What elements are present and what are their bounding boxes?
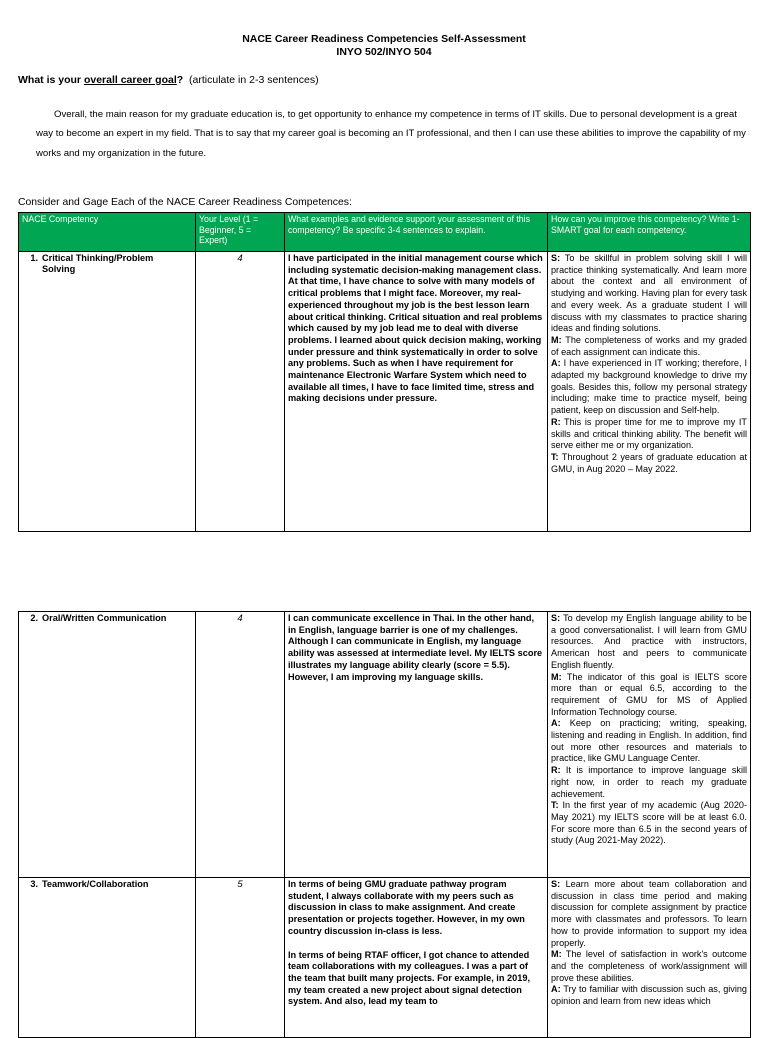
evidence-paragraph: In terms of being GMU graduate pathway program student, I always collaborate with my peers such as discussion in class to make assignment. And create presentation or projects together. However, in my own country discussion in-class is less. [288, 879, 525, 936]
table-row [19, 878, 751, 1038]
consider-instruction: Consider and Gage Each of the NACE Career Readiness Competences: [18, 197, 352, 208]
smart-t: T: Throughout 2 years of graduate education at GMU, in Aug 2020 – May 2022. [551, 451, 747, 474]
competency-name: Teamwork/Collaboration [42, 879, 149, 889]
career-goal-answer: Overall, the main reason for my graduate education is, to get opportunity to enhance my competence in terms of IT skills. Due to personal development is a great way to become an expert in my field. That is to say that my career goal is becoming an IT professional, and then I can use these abilities to improve the capability of my works and my organization in the future. [36, 109, 746, 159]
competency-number: 3. [30, 879, 38, 889]
smart-a: A: Try to familiar with discussion such as, giving opinion and learn from new ideas which [551, 984, 747, 1007]
competency-name: Critical Thinking/Problem Solving [42, 253, 154, 275]
level-cell: 4 [196, 252, 285, 532]
question-lead: What is your [18, 74, 84, 86]
evidence-cell: I have participated in the initial management course which including systematic decision-making management class. At that time, I have chance to solve with many models of critical problems that I might face. Moreover, my real-experienced throughout my job is the best lesson learn about critical thinking. Critical situation and real problems which caused by my job lead me to deal with diverse problems. I learned about quick decision making, working under pressure and think systematically in order to solve any problems. Such as when I have requirement for maintenance Electronic Warfare System which need to available all times, I have to face limited time, stress and making decisions under pressure. [285, 252, 548, 532]
competency-number: 2. [30, 613, 38, 623]
question-mark: ? [176, 74, 184, 86]
smart-goal-cell [548, 612, 751, 878]
smart-m: M: The level of satisfaction in work's outcome and the completeness of work/assignment will prove these abilities. [551, 949, 747, 983]
competency-cell [19, 878, 196, 1038]
course-code: INYO 502/INYO 504 [336, 46, 432, 58]
competency-name: Oral/Written Communication [42, 613, 167, 623]
smart-s: S: To be skillful in problem solving skill I will practice thinking systematically. And learn more about the context and all environment of studying and working. Having plan for every task and every week. As a graduate student I will discuss with my classmates to practice sharing ideas and finding solutions. [551, 253, 747, 334]
document-title: NACE Career Readiness Competencies Self-Assessment [242, 33, 526, 45]
table-row [19, 252, 751, 532]
table-header-row [19, 213, 751, 252]
smart-t: T: In the first year of my academic (Aug 2020-May 2021) my IELTS score will be at least 6.0. For score more than 6.5 in the second years of study (Aug 2021-May 2022). [551, 800, 747, 846]
smart-s: S: Learn more about team collaboration and discussion in class time period and making discussion for complete assignment by practice more with classmates and professors. To learn how to provide information to support my idea properly. [551, 879, 747, 948]
header-smart-goal: How can you improve this competency? Write 1-SMART goal for each competency. [548, 213, 751, 252]
competency-table-1 [18, 212, 751, 532]
smart-a: A: I have experienced in IT working; therefore, I adapted my background knowledge to drive my goals. Besides this, follow my personal strategy including; make time to practice myself, being patient, keep on discussion and Self-help. [551, 358, 747, 416]
header-competency: NACE Competency [19, 213, 196, 252]
evidence-cell: I can communicate excellence in Thai. In the other hand, in English, language barrier is one of my challenges. Although I can communicate in English, my language ability was assessed at intermediate level. My IELTS score illustrates my language ability clearly (score = 5.5). However, I am improving my language skills. [285, 612, 548, 878]
evidence-paragraph: In terms of being RTAF officer, I got chance to attended team collaborations with my colleagues. I was a part of the team that built many projects. For example, in 2019, my team created a new project about signal detection system. And also, lead my team to [288, 949, 531, 1007]
competency-number: 1. [30, 253, 38, 263]
question-hint: (articulate in 2-3 sentences) [189, 74, 319, 86]
smart-goal-cell [548, 878, 751, 1038]
table-row [19, 612, 751, 878]
competency-cell [19, 612, 196, 878]
level-cell: 4 [196, 612, 285, 878]
career-goal-question [18, 74, 319, 86]
question-underlined: overall career goal [83, 74, 177, 86]
competency-table-2 [18, 611, 751, 1038]
competency-cell [19, 252, 196, 532]
header-level: Your Level (1 = Beginner, 5 = Expert) [196, 213, 285, 252]
smart-r: R: It is importance to improve language skill right now, in order to reach my graduate achievement. [551, 765, 747, 799]
smart-m: M: The indicator of this goal is IELTS score more than or equal 6.5, according to the requirement of GMU for MS of Applied Information Technology course. [551, 671, 747, 717]
smart-s: S: To develop my English language ability to be a good conversationalist. I will learn from GMU resources. And practice with instructors, American host and peers to communicate English fluently. [551, 613, 747, 670]
smart-a: A: Keep on practicing; writing, speaking, listening and reading in English. In addition, find out more other resources and materials to practice, like GMU Language Center. [551, 718, 747, 764]
evidence-cell [285, 878, 548, 1038]
smart-m: M: The completeness of works and my graded of each assignment can indicate this. [551, 334, 747, 357]
level-cell: 5 [196, 878, 285, 1038]
smart-r: R: This is proper time for me to improve my IT skills and critical thinking ability. The benefit will serve either me or my organization. [551, 416, 747, 451]
header-evidence: What examples and evidence support your assessment of this competency? Be specific 3-4 sentences to explain. [285, 213, 548, 252]
smart-goal-cell [548, 252, 751, 532]
